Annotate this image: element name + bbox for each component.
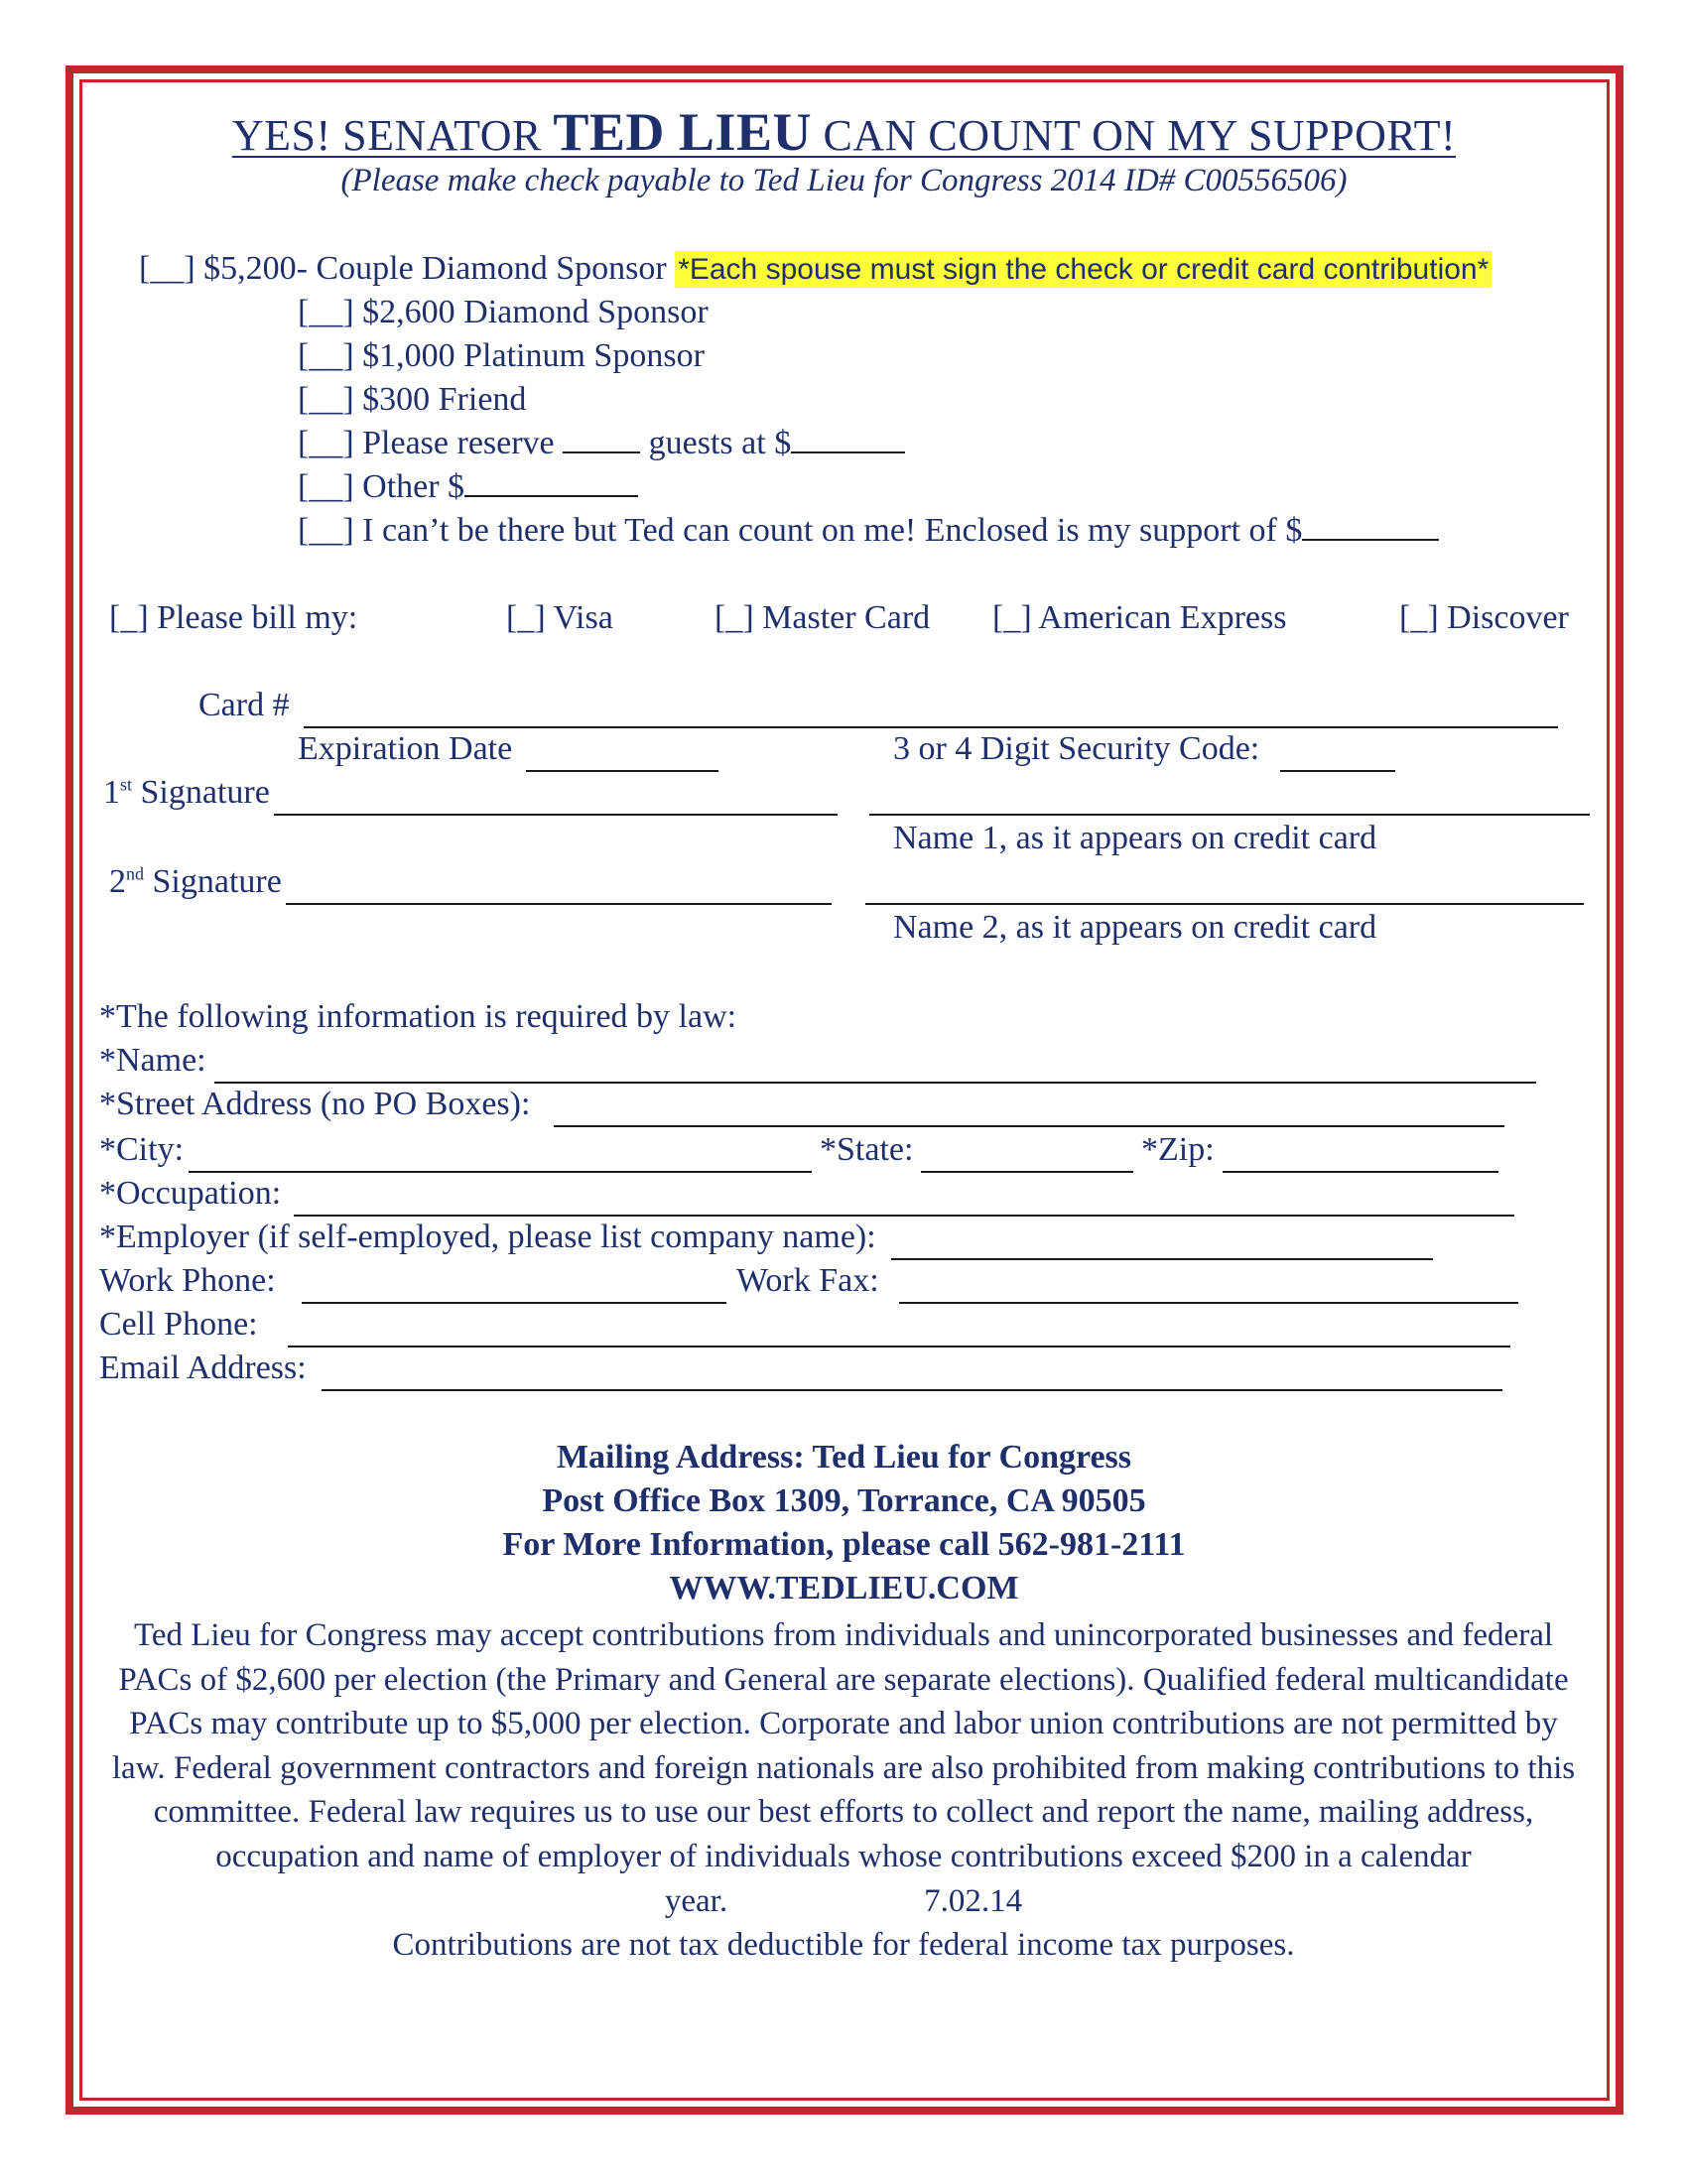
first-signature-label: 1st Signature (103, 774, 270, 811)
state-line[interactable] (921, 1171, 1133, 1173)
name2-caption: Name 2, as it appears on credit card (893, 909, 1377, 946)
employer-line[interactable] (891, 1258, 1433, 1260)
option-friend[interactable]: [__] $300 Friend (298, 381, 527, 418)
cell-phone-line[interactable] (288, 1346, 1510, 1348)
second-signature-label: 2nd Signature (109, 863, 282, 900)
bill-my-checkbox[interactable]: [_] Please bill my: (109, 599, 358, 636)
work-fax-label: Work Fax: (736, 1262, 879, 1299)
option-couple-diamond[interactable]: [__] $5,200- Couple Diamond Sponsor *Each spouse must sign the check or credit card contribution* (139, 250, 1492, 288)
occupation-line[interactable] (294, 1215, 1514, 1217)
mailing-address: Mailing Address: Ted Lieu for Congress (556, 1439, 1132, 1476)
po-box: Post Office Box 1309, Torrance, CA 90505 (542, 1482, 1146, 1519)
second-signature-line[interactable] (286, 903, 832, 905)
cell-phone-label: Cell Phone: (99, 1306, 258, 1343)
zip-line[interactable] (1223, 1171, 1498, 1173)
email-address-line[interactable] (322, 1389, 1502, 1391)
zip-label: *Zip: (1141, 1131, 1215, 1168)
name1-line[interactable] (869, 814, 1590, 816)
option-cant-attend[interactable]: [__] I can’t be there but Ted can count on me! Enclosed is my support of $ (298, 512, 1439, 550)
city-label: *City: (99, 1131, 185, 1168)
first-signature-line[interactable] (274, 814, 838, 816)
security-code-line[interactable] (1280, 770, 1395, 772)
amex-checkbox[interactable]: [_] American Express (992, 599, 1287, 636)
expiration-date-line[interactable] (526, 770, 718, 772)
expiration-date-label: Expiration Date (298, 730, 513, 767)
guests-count-line[interactable] (563, 450, 640, 453)
employer-label: *Employer (if self-employed, please list company name): (99, 1219, 876, 1255)
card-number-label: Card # (198, 687, 290, 723)
option-diamond[interactable]: [__] $2,600 Diamond Sponsor (298, 294, 709, 330)
guests-amount-line[interactable] (791, 450, 905, 453)
occupation-label: *Occupation: (99, 1175, 282, 1212)
option-platinum[interactable]: [__] $1,000 Platinum Sponsor (298, 337, 705, 374)
name2-line[interactable] (865, 903, 1584, 905)
work-fax-line[interactable] (899, 1302, 1518, 1304)
security-code-label: 3 or 4 Digit Security Code: (893, 730, 1260, 767)
discover-checkbox[interactable]: [_] Discover (1399, 599, 1569, 636)
visa-checkbox[interactable]: [_] Visa (506, 599, 613, 636)
website-link[interactable]: WWW.TEDLIEU.COM (669, 1570, 1019, 1606)
name-label: *Name: (99, 1042, 206, 1079)
spouse-note-highlight: *Each spouse must sign the check or credit card contribution* (675, 251, 1492, 288)
email-address-label: Email Address: (99, 1349, 307, 1386)
subtitle: (Please make check payable to Ted Lieu for Congress 2014 ID# C00556506) (340, 163, 1348, 198)
form-date: 7.02.14 (924, 1882, 1023, 1919)
tax-note: Contributions are not tax deductible for federal income tax purposes. (392, 1927, 1295, 1964)
other-amount-line[interactable] (464, 494, 638, 497)
name-line[interactable] (214, 1082, 1536, 1084)
mastercard-checkbox[interactable]: [_] Master Card (714, 599, 931, 636)
work-phone-line[interactable] (302, 1302, 726, 1304)
option-other[interactable]: [__] Other $ (298, 468, 638, 506)
info-phone: For More Information, please call 562-981-2111 (502, 1526, 1186, 1563)
street-address-line[interactable] (554, 1125, 1504, 1127)
required-info-heading: *The following information is required by law: (99, 998, 737, 1035)
work-phone-label: Work Phone: (99, 1262, 276, 1299)
support-amount-line[interactable] (1302, 538, 1439, 541)
name1-caption: Name 1, as it appears on credit card (893, 820, 1377, 856)
city-line[interactable] (189, 1171, 812, 1173)
option-reserve-guests[interactable]: [__] Please reserve guests at $ (298, 425, 905, 462)
card-number-line[interactable] (304, 726, 1558, 728)
page-title: YES! SENATOR TED LIEU CAN COUNT ON MY SUPPORT! (231, 102, 1457, 162)
legal-disclaimer: Ted Lieu for Congress may accept contributions from individuals and unincorporated businesses and federal PACs of $2,600 per election (the Primary and General are separate elections). Qualified federal multicandidate PACs may contribute up to $5,000 per election. Corporate and labor union contributions are not permitted by law. Federal government contractors and foreign nationals are also prohibited from making contributions to this committee. Federal law requires us to use our best efforts to collect and report the name, mailing address, occupation and name of employer of individuals whose contributions exceed $200 in a calendar year. 7.02.14 Contributions are not tax deductible for federal income tax purposes. (111, 1617, 1576, 1964)
state-label: *State: (820, 1131, 914, 1168)
street-address-label: *Street Address (no PO Boxes): (99, 1086, 531, 1122)
